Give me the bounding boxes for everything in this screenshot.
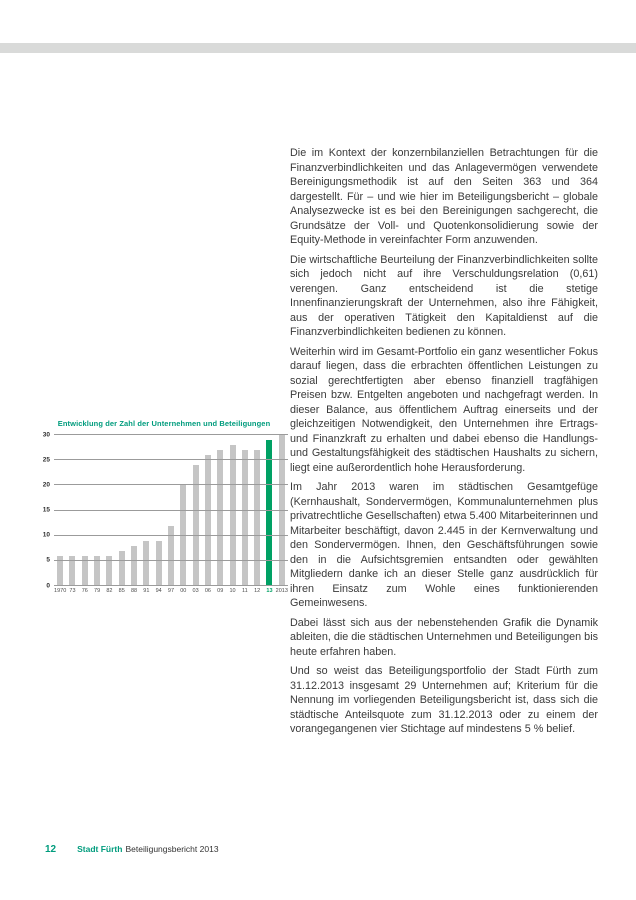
bar-slot — [275, 435, 288, 594]
bar-slot — [251, 435, 263, 594]
x-tick-label: 09 — [217, 588, 224, 594]
x-tick-label: 06 — [204, 588, 211, 594]
bar-slot — [189, 435, 201, 594]
bar — [143, 541, 149, 586]
bar-slot — [226, 435, 238, 594]
x-tick-label: 79 — [94, 588, 101, 594]
bar — [279, 435, 285, 586]
bar — [193, 465, 199, 586]
bar-slot — [239, 435, 251, 594]
bar — [254, 450, 260, 586]
bar-slot — [54, 435, 67, 594]
x-tick-label: 91 — [143, 588, 150, 594]
paragraph: Weiterhin wird im Gesamt-Portfolio ein ganz wesentlicher Fokus darauf liegen, dass die erbrachten öffentlichen Leistungen zu sozial gerechtfertigten aber ebenso finanziell tragfähigen Preisen bzw. Entgelten angeboten und nachgefragt werden. In dieser Balance, aus öffentlichem Auftrag einerseits und der gleichzeitigen Notwendigkeit, den Unternehmen ihre Ertrags- und Finanzkraft zu erhalten und dabei ebenso die Handlungs- und Gestaltungsfähigkeit des städtischen Haushalts zu sichern, liegt eine außerordentlich hohe Herausforderung. — [290, 345, 598, 474]
gridline — [54, 434, 288, 435]
bar — [217, 450, 223, 586]
bar-slot — [91, 435, 103, 594]
y-tick-label: 20 — [42, 481, 50, 489]
x-tick-label: 73 — [69, 588, 76, 594]
x-tick-label: 82 — [106, 588, 113, 594]
x-tick-label: 97 — [167, 588, 175, 594]
x-tick-label: 10 — [229, 588, 236, 594]
page-footer — [45, 844, 219, 855]
bar — [119, 551, 125, 586]
footer-doc-title: Beteiligungsbericht 2013 — [125, 844, 219, 854]
y-tick-label: 5 — [46, 556, 50, 564]
bar-slot — [79, 435, 91, 594]
bar — [205, 455, 211, 586]
y-tick-label: 15 — [42, 506, 50, 514]
gridline — [54, 560, 288, 561]
bar-slot — [202, 435, 214, 594]
y-tick-label: 25 — [42, 455, 50, 463]
bar-slot — [140, 435, 152, 594]
chart-title: Entwicklung der Zahl der Unternehmen und Beteiligungen — [57, 419, 271, 428]
bar-slot — [116, 435, 128, 594]
bar-slot — [103, 435, 115, 594]
x-tick-label: 85 — [118, 588, 125, 594]
paragraph: Die im Kontext der konzernbilanziellen Betrachtungen für die Finanzverbindlichkeiten und das Anlagevermögen verwendete Bereinigungsmethodik ist auf den Seiten 363 und 364 dargestellt. Für – und wie hier im Beteiligungsbericht – globale Analysezwecke ist es bei den Bereinigungen sachgerecht, die Grundsätze der Voll- und Quotenkonsolidierung sowie der Equity-Methode in vereinfachter Form anzuwenden. — [290, 147, 598, 246]
header-band — [0, 43, 636, 53]
chart-bars — [54, 435, 288, 594]
bar-slot — [263, 435, 275, 594]
x-tick-label: 2013 — [275, 588, 288, 594]
bar-slot — [153, 435, 165, 594]
gridline — [54, 510, 288, 511]
paragraph: Im Jahr 2013 waren im städtischen Gesamtgefüge (Kernhaushalt, Sondervermögen, Kommunalunternehmen plus privatrechtliche Gesellschaften) etwa 5.400 Mitarbeiterinnen und Mitarbeiter beschäftigt, davon 2.445 in der Kernverwaltung und den Sondervermögen. Ihnen, den Geschäftsführungen sowie den in die Aufsichtsgremien entsandten oder gewählten Mitgliedern danke ich an dieser Stelle ganz ausdrücklich für ihren Einsatz zum Wohle eines funktionierenden Gemeinwesens. — [290, 481, 598, 609]
bar — [156, 541, 162, 586]
body-text — [290, 146, 598, 742]
paragraph: Die wirtschaftliche Beurteilung der Finanzverbindlichkeiten sollte sich jedoch nicht auf ihre Verschuldungsrelation (0,61) verengen. Ganz entscheidend ist die stetige Innenfinanzierungskraft der Unternehmen, also ihre Fähigkeit, aus der operativen Tätigkeit den Kapitaldienst auf die Finanzverbindlichkeiten bedienen zu können. — [290, 253, 598, 338]
bar-slot — [214, 435, 226, 594]
gridline — [54, 585, 288, 586]
bar — [230, 445, 236, 586]
page-number: 12 — [45, 844, 57, 855]
bar-slot — [165, 435, 177, 594]
gridline — [54, 484, 288, 485]
y-tick-label: 30 — [42, 430, 50, 438]
bar — [131, 546, 137, 586]
x-tick-label: 76 — [81, 588, 88, 594]
footer-brand: Stadt Fürth — [77, 844, 123, 854]
bar — [242, 450, 248, 586]
y-tick-label: 10 — [42, 531, 50, 539]
x-tick-label: 11 — [241, 588, 248, 594]
bar — [180, 485, 186, 586]
chart-companies-development — [40, 419, 288, 594]
x-tick-label: 00 — [180, 588, 187, 594]
y-tick-label: 0 — [46, 581, 50, 589]
chart-plot — [42, 430, 288, 594]
bar-highlighted — [266, 440, 272, 586]
paragraph: Und so weist das Beteiligungsportfolio der Stadt Fürth zum 31.12.2013 insgesamt 29 Unternehmen auf; Kriterium für die Nennung im vorliegenden Beteiligungsbericht ist, dass sich die städtische Anteilsquote zum 31.12.2013 oder zu einem der vorangegangenen vier Stichtage auf mindestens 5 % belief. — [290, 665, 598, 735]
x-tick-label: 1970 — [54, 588, 67, 594]
gridline — [54, 459, 288, 460]
paragraph: Dabei lässt sich aus der nebenstehenden Grafik die Dynamik ableiten, die die städtischen Unternehmen und Beteiligungen bis heute erfahren haben. — [290, 616, 598, 658]
x-tick-label: 88 — [130, 588, 138, 594]
bar-slot — [66, 435, 78, 594]
x-tick-label: 13 — [266, 588, 273, 594]
x-tick-label: 03 — [192, 588, 199, 594]
bar-slot — [128, 435, 140, 594]
bar-slot — [177, 435, 189, 594]
gridline — [54, 535, 288, 536]
x-tick-label: 12 — [254, 588, 261, 594]
x-tick-label: 94 — [155, 588, 162, 594]
